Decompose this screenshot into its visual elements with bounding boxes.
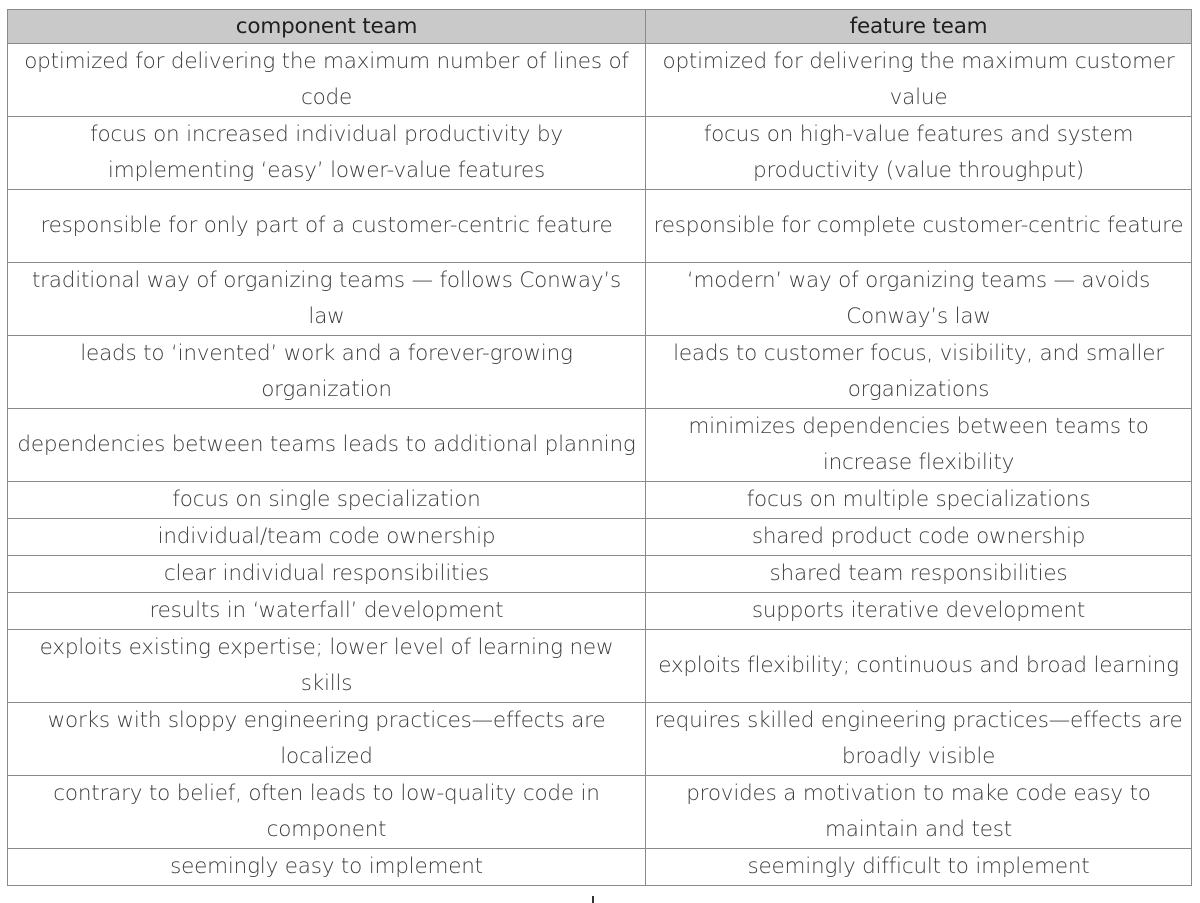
table-row [8,556,1192,593]
component-cell: responsible for only part of a customer-centric feature [8,190,646,263]
feature-cell: seemingly difficult to implement [646,849,1192,886]
table-row [8,190,1192,263]
table-row [8,519,1192,556]
feature-cell: focus on high-value features and system productivity (value throughput) [646,117,1192,190]
comparison-table [7,9,1192,886]
component-cell: optimized for delivering the maximum number of lines of code [8,44,646,117]
component-cell: works with sloppy engineering practices—effects are localized [8,703,646,776]
table-row [8,593,1192,630]
table-row [8,630,1192,703]
component-cell: seemingly easy to implement [8,849,646,886]
feature-cell: provides a motivation to make code easy to maintain and test [646,776,1192,849]
feature-cell: responsible for complete customer-centric feature [646,190,1192,263]
feature-cell: ‘modern’ way of organizing teams — avoids Conway’s law [646,263,1192,336]
table-row [8,117,1192,190]
feature-cell: shared team responsibilities [646,556,1192,593]
header-component-team: component team [8,10,646,44]
component-cell: traditional way of organizing teams — follows Conway’s law [8,263,646,336]
component-cell: dependencies between teams leads to additional planning [8,409,646,482]
feature-cell: optimized for delivering the maximum customer value [646,44,1192,117]
component-cell: clear individual responsibilities [8,556,646,593]
feature-cell: focus on multiple specializations [646,482,1192,519]
table-row [8,409,1192,482]
table-row [8,263,1192,336]
feature-cell: shared product code ownership [646,519,1192,556]
feature-cell: supports iterative development [646,593,1192,630]
table-row [8,849,1192,886]
component-cell: contrary to belief, often leads to low-quality code in component [8,776,646,849]
feature-cell: leads to customer focus, visibility, and smaller organizations [646,336,1192,409]
table-row [8,776,1192,849]
table-row [8,703,1192,776]
component-cell: focus on single specialization [8,482,646,519]
table-row [8,336,1192,409]
table-row [8,44,1192,117]
cursor-mark [592,896,594,903]
feature-cell: requires skilled engineering practices—effects are broadly visible [646,703,1192,776]
component-cell: exploits existing expertise; lower level of learning new skills [8,630,646,703]
component-cell: results in ‘waterfall’ development [8,593,646,630]
component-cell: individual/team code ownership [8,519,646,556]
header-feature-team: feature team [646,10,1192,44]
feature-cell: minimizes dependencies between teams to increase flexibility [646,409,1192,482]
component-cell: leads to ‘invented’ work and a forever-growing organization [8,336,646,409]
component-cell: focus on increased individual productivity by implementing ‘easy’ lower-value features [8,117,646,190]
table-row [8,482,1192,519]
feature-cell: exploits flexibility; continuous and broad learning [646,630,1192,703]
header-row [8,10,1192,44]
